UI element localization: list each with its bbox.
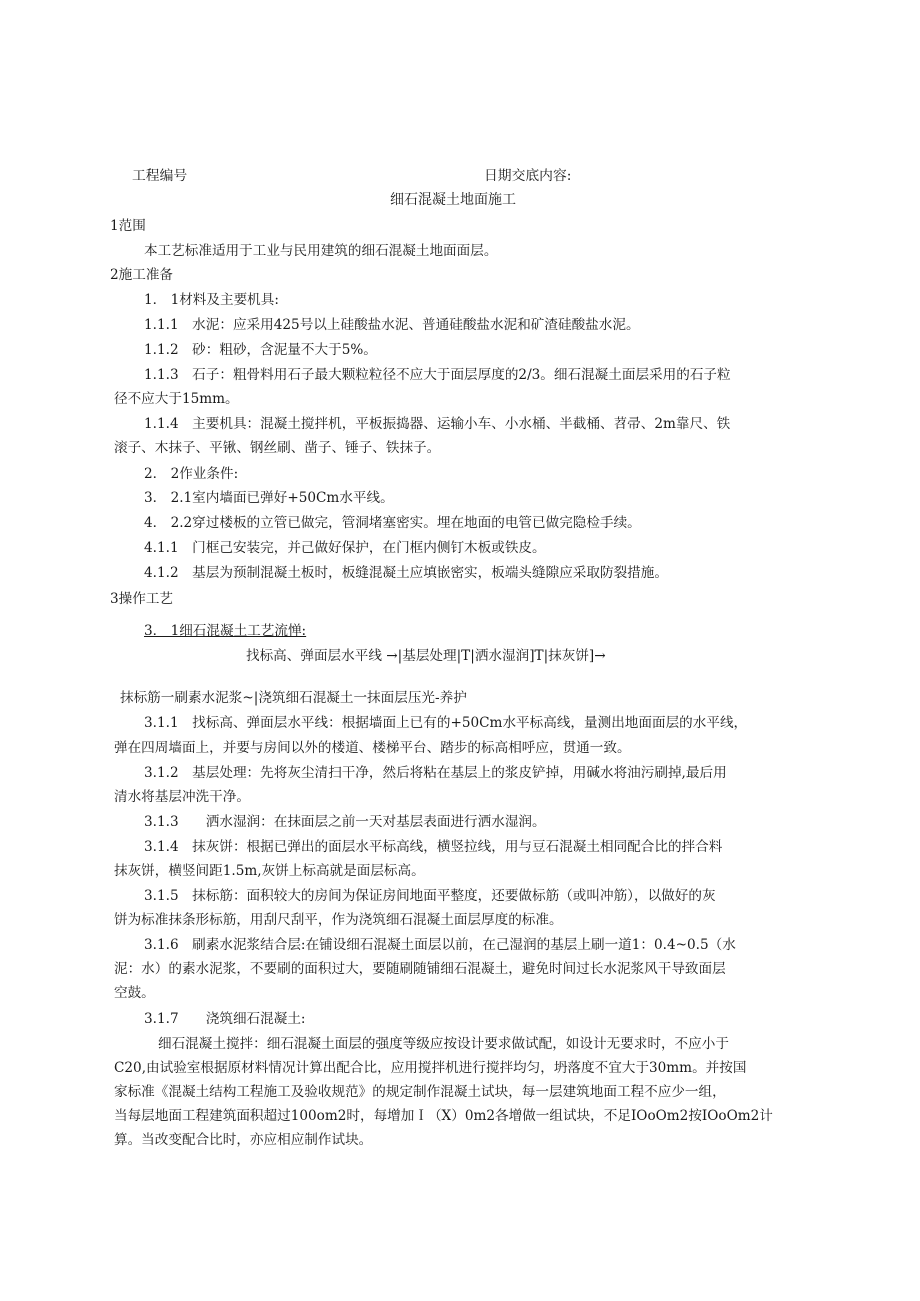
mix-line-4: 当每层地面工程建筑面积超过100om2时，每增加Ｉ（X）0m2各增做一组试块，不足IOoOm2按IOoOm2计 xyxy=(114,1108,773,1124)
item-3-1-6-line3: 空鼓。 xyxy=(114,985,155,1001)
mix-line-1: 细石混凝土搅拌：细石混凝土面层的强度等级应按设计要求做试配，如设计无要求时，不应小于 xyxy=(158,1036,729,1052)
flow-line-2: 抹标筋一刷素水泥浆~|浇筑细石混凝土一抹面层压光-养护 xyxy=(120,690,467,706)
item-3-1-5-line1: 3.1.5 抹标筋：面积较大的房间为保证房间地面平整度，还要做标筋（或叫冲筋），以做好的灰 xyxy=(144,888,716,904)
item-1-1-4-line2: 滚子、木抹子、平锹、钢丝刷、凿子、锤子、铁抹子。 xyxy=(114,440,441,456)
item-3-1-2-line1: 3.1.2 基层处理：先将灰尘清扫干净，然后将粘在基层上的浆皮铲掉，用碱水将油污刷掉,最后用 xyxy=(144,765,727,781)
item-1-1-1: 1.1.1 水泥：应采用425号以上硅酸盐水泥、普通硅酸盐水泥和矿渣硅酸盐水泥。 xyxy=(144,317,640,333)
item-3-1-6-line1: 3.1.6 刷素水泥浆结合层:在铺设细石混凝土面层以前，在己湿润的基层上刷一道1：0.4~0.5（水 xyxy=(144,937,736,953)
item-1-1-4-line1: 1.1.4 主要机具：混凝土搅拌机，平板振捣器、运输小车、小水桶、半截桶、苕帚、2m靠尺、铁 xyxy=(144,416,731,432)
subsection-2-2: 2． 2作业条件: xyxy=(144,466,239,482)
item-4-1-1: 4.1.1 门框己安装完，并己做好保护，在门框内侧钉木板或铁皮。 xyxy=(144,540,546,556)
section-1-heading: 1范围 xyxy=(110,218,146,234)
subsection-2-1: 1． 1材料及主要机具: xyxy=(144,292,279,308)
item-1-1-3-line2: 径不应大于15mm。 xyxy=(114,391,239,407)
mix-line-3: 家标准《混凝土结构工程施工及验收规范》的规定制作混凝土试块，每一层建筑地面工程不应少一组， xyxy=(114,1084,726,1100)
item-3-1-1-line1: 3.1.1 找标高、弹面层水平线：根据墙面上已有的+50Cm水平标高线，量测出地面面层的水平线， xyxy=(144,715,748,731)
item-3-1-2-line2: 清水将基层冲洗干净。 xyxy=(114,789,250,805)
item-1-1-3-line1: 1.1.3 石子：粗骨料用石子最大颗粒粒径不应大于面层厚度的2/3。细石混凝土面层采用的石子粒 xyxy=(144,367,731,383)
item-3-1-4-line1: 3.1.4 抹灰饼：根据已弹出的面层水平标高线，横竖拉线，用与豆石混凝土相同配合比的拌合料 xyxy=(144,839,723,855)
item-3-1-7: 3.1.7 浇筑细石混凝土: xyxy=(144,1011,306,1027)
mix-line-2: C20,由试验室根据原材料情况计算出配合比，应用搅拌机进行搅拌均匀，坍落度不宜大于30mm。并按国 xyxy=(114,1060,747,1076)
section-3-heading: 3操作工艺 xyxy=(110,591,174,607)
flow-title: 3． 1细石混凝土工艺流惮: xyxy=(144,623,307,639)
item-3-1-3: 3.1.3 洒水湿润：在抹面层之前一天对基层表面进行洒水湿润。 xyxy=(144,814,546,830)
item-4-1-2: 4.1.2 基层为预制混凝土板时，板缝混凝土应填嵌密实，板端头缝隙应采取防裂措施。 xyxy=(144,565,668,581)
item-2-2: 4． 2.2穿过楼板的立管已做完，管洞堵塞密实。埋在地面的电管已做完隐检手续。 xyxy=(144,515,641,531)
item-3-1-6-line2: 泥：水）的素水泥浆，不要刷的面积过大，要随刷随铺细石混凝土，避免时间过长水泥浆风干导致面层 xyxy=(114,961,726,977)
item-3-1-1-line2: 弹在四周墙面上，并要与房间以外的楼道、楼梯平台、踏步的标高相呼应，贯通一致。 xyxy=(114,740,631,756)
item-1-1-2: 1.1.2 砂：粗砂，含泥量不大于5%。 xyxy=(144,342,377,358)
section-1-body: 本工艺标准适用于工业与民用建筑的细石混凝土地面面层。 xyxy=(144,243,498,259)
item-3-1-5-line2: 饼为标准抹条形标筋，用刮尺刮平，作为浇筑细石混凝土面层厚度的标准。 xyxy=(114,912,563,928)
section-2-heading: 2施工准备 xyxy=(110,267,174,283)
item-2-1: 3． 2.1室内墙面已弹好+50Cm水平线。 xyxy=(144,490,394,506)
mix-line-5: 算。当改变配合比时，亦应相应制作试块。 xyxy=(114,1132,373,1148)
flow-line-1: 找标高、弹面层水平线 →|基层处理|T|洒水湿润]T|抹灰饼]→ xyxy=(246,648,606,664)
project-number-label: 工程编号 xyxy=(132,168,188,184)
document-title: 细石混凝土地面施工 xyxy=(390,192,516,208)
item-3-1-4-line2: 抹灰饼，横竖间距1.5m,灰饼上标高就是面层标高。 xyxy=(114,863,425,879)
date-content-label: 日期交底内容: xyxy=(484,168,572,184)
